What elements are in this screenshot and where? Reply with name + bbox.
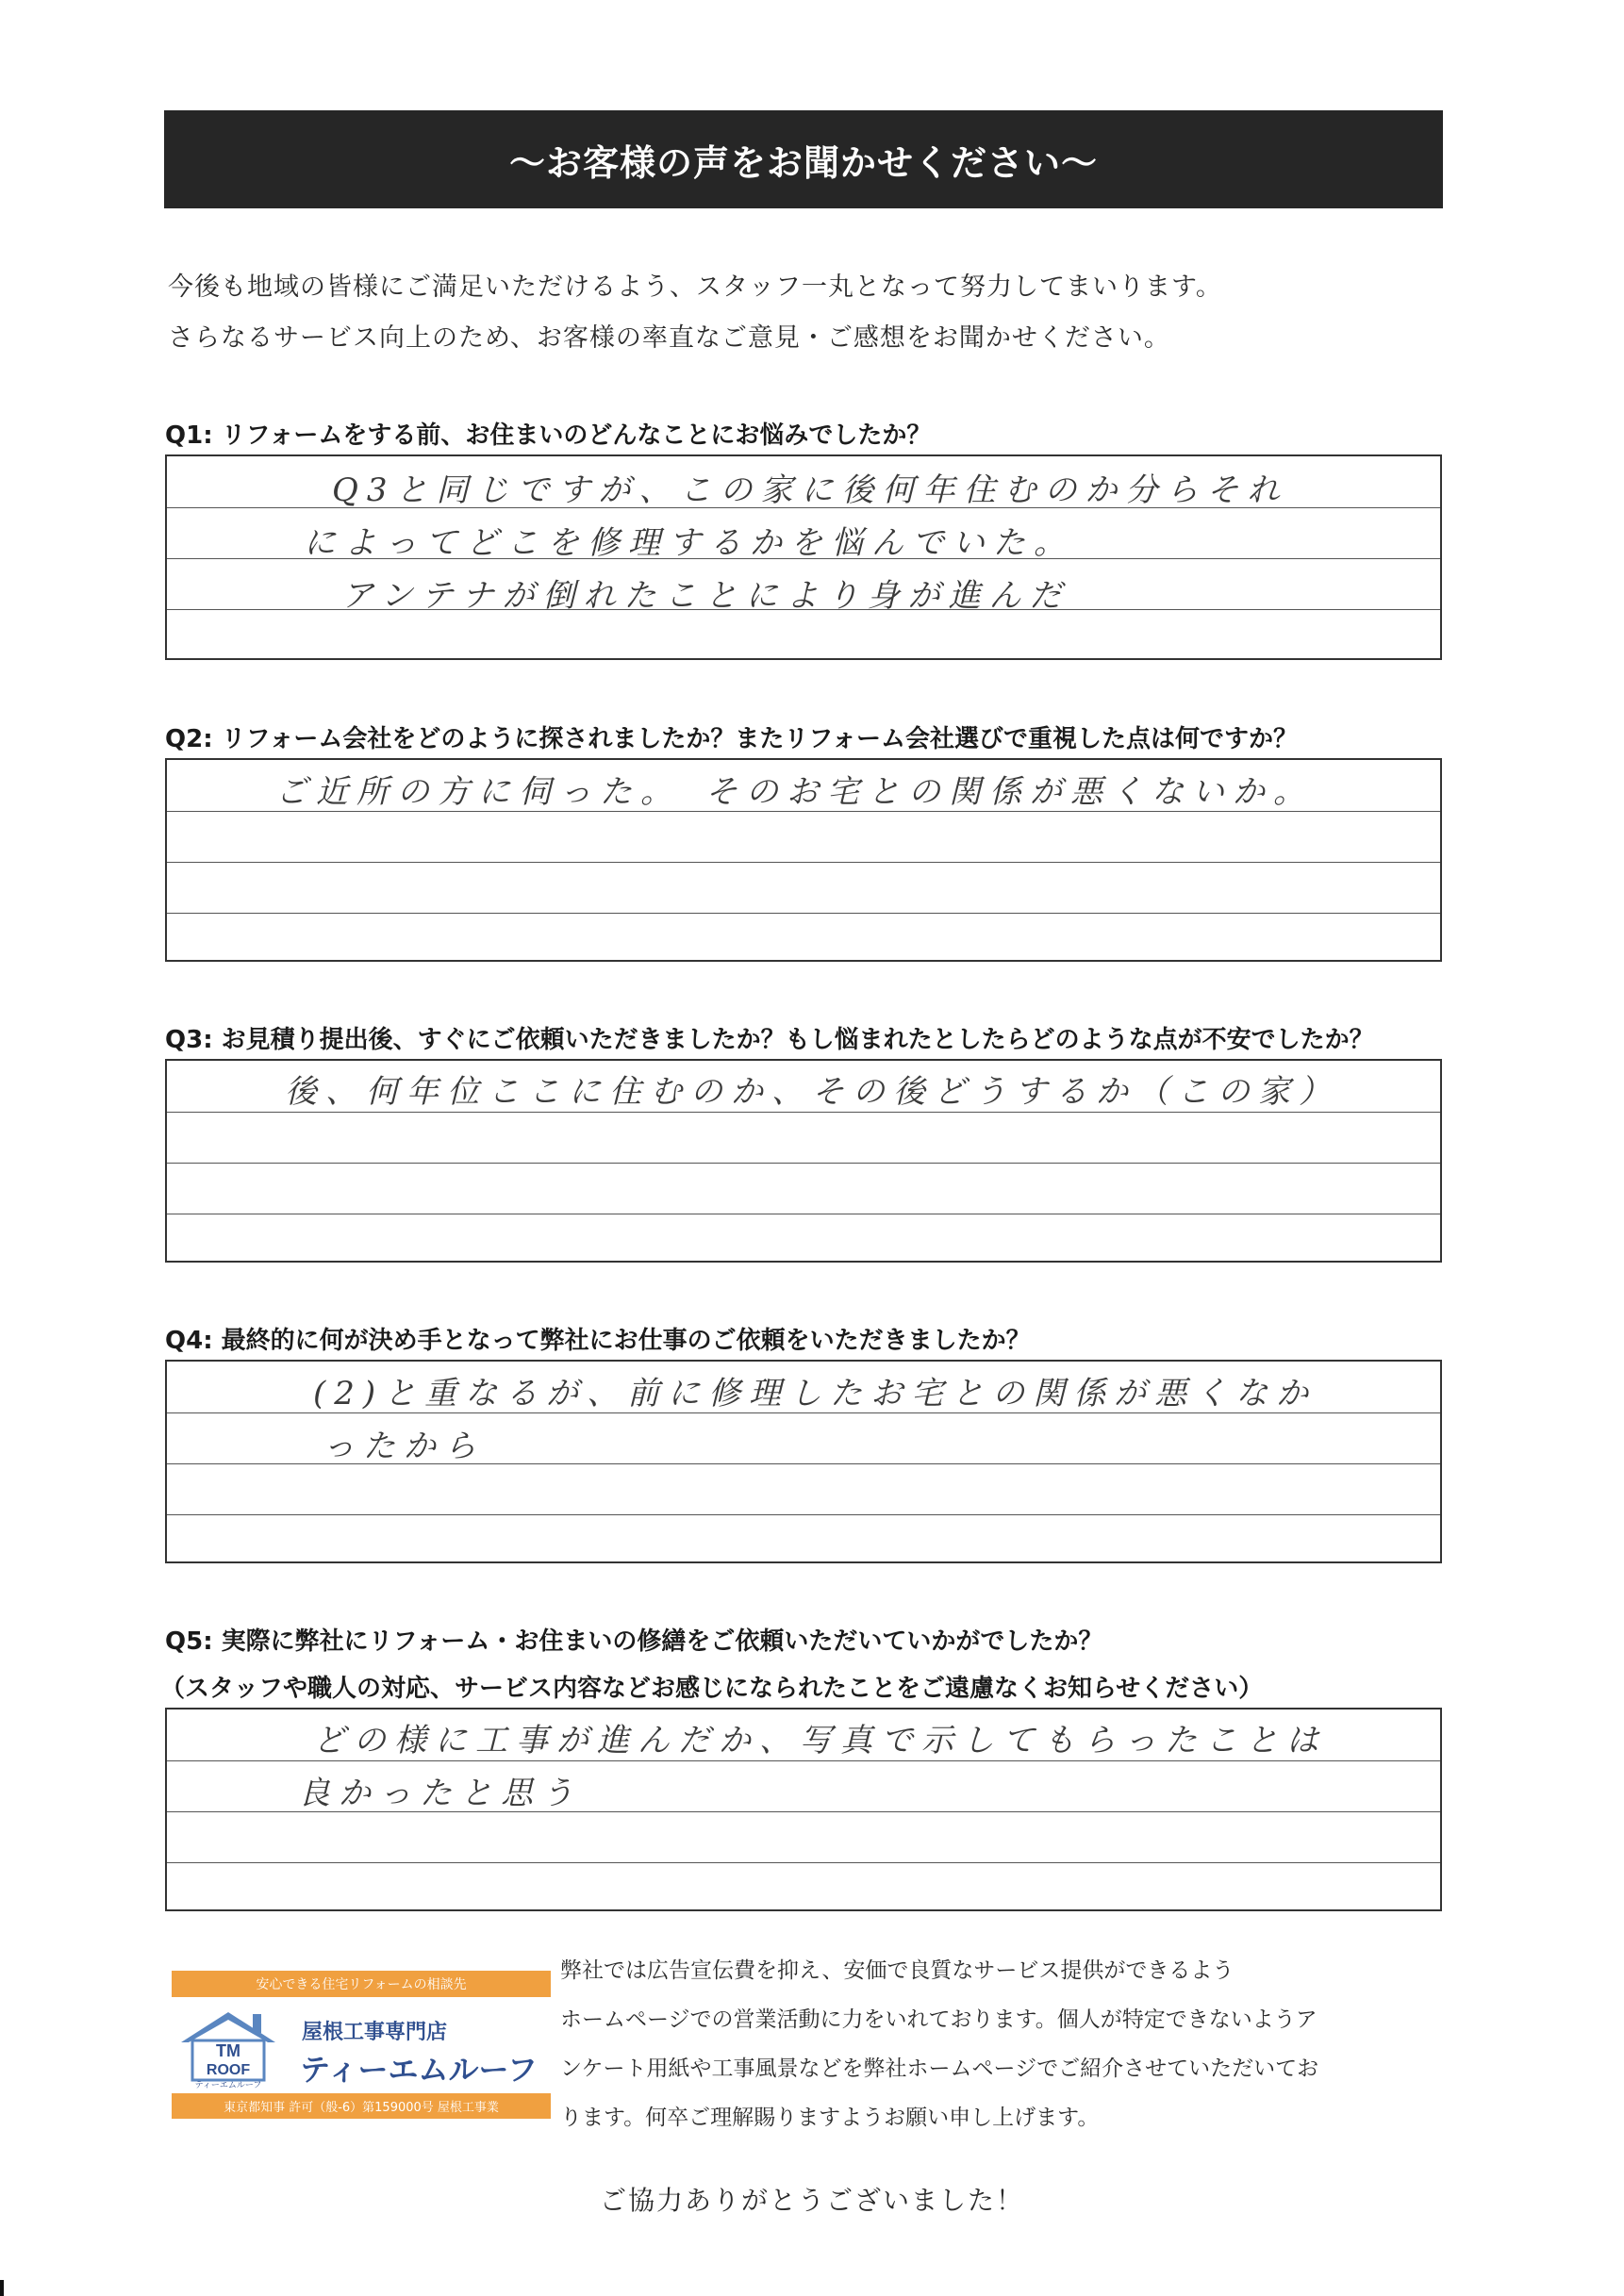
svg-text:ROOF: ROOF [206,2062,251,2078]
company-license: 東京都知事 許可（般-6）第159000号 屋根工事業 [172,2093,551,2119]
question-4-label: Q4: 最終的に何が決め手となって弊社にお仕事のご依頼をいただきましたか？ [165,1327,1031,1355]
answer-3-line-1: 後、何年位ここに住むのか、その後どうするか（この家） [285,1073,1339,1111]
svg-text:ティーエムルーフ: ティーエムルーフ [194,2081,262,2090]
intro-line: 今後も地域の皆様にご満足いただけるよう、スタッフ一丸となって努力してまいります。 [168,273,1222,302]
privacy-notice [560,1946,1447,2142]
intro-line: さらなるサービス向上のため、お客様の率直なご意見・ご感想をお聞かせください。 [168,323,1170,353]
logo-mark-text: TM [216,2041,240,2060]
answer-4-line-1: (2)と重なるが、前に修理したお宅との関係が悪くなか [313,1375,1317,1412]
answer-1-line-1: Q3と同じですが、この家に後何年住むのか分らそれ [332,471,1288,509]
answer-2-line-1: ご近所の方に伺った。 そのお宅との関係が悪くないか。 [275,773,1314,811]
intro-text [168,262,1432,364]
question-3-label: Q3: お見積り提出後、すぐにご依頼いただきましたか？もし悩まれたとしたらどのような点が不安でしたか？ [165,1026,1374,1054]
page-title: 〜お客様の声をお聞かせください〜 [164,110,1443,208]
notice-line: ンケート用紙や工事風景などを弊社ホームページでご紹介させていただいてお [560,2056,1319,2081]
notice-line: ホームページでの営業活動に力をいれております。個人が特定できないようア [560,2007,1317,2032]
answer-5-line-1: どの様に工事が進んだか、写真で示してもらったことは [313,1722,1327,1759]
answer-1-line-3: アンテナが倒れたことにより身が進んだ [341,577,1070,615]
thanks-message: ご協力ありがとうございました！ [599,2185,1024,2216]
scan-edge-mark [0,2280,4,2296]
answer-1-line-2: によってどこを修理するかを悩んでいた。 [304,524,1074,562]
question-5-sublabel: （スタッフや職人の対応、サービス内容などお感じになられたことをご遠慮なくお知らせください） [160,1675,1264,1703]
notice-line: ります。何卒ご理解賜りますようお願い申し上げます。 [560,2106,1100,2130]
house-logo-icon [172,2005,285,2090]
question-5-label: Q5: 実際に弊社にリフォーム・お住まいの修繕をご依頼いただいていかがでしたか？ [165,1627,1103,1656]
company-logo-card [172,1971,551,2119]
company-tagline: 安心できる住宅リフォームの相談先 [172,1971,551,1997]
question-1-label: Q1: リフォームをする前、お住まいのどんなことにお悩みでしたか？ [165,421,932,450]
company-logo-body [172,1997,551,2091]
question-2-label: Q2: リフォーム会社をどのように探されましたか？またリフォーム会社選びで重視した点は何ですか？ [165,725,1299,753]
company-type: 屋根工事専門店 [302,2021,448,2044]
company-name: ティーエムルーフ [300,2052,538,2088]
answer-4-line-2: ったから [323,1428,485,1465]
answer-5-line-2: 良かったと思う [298,1775,582,1812]
notice-line: 弊社では広告宣伝費を抑え、安価で良質なサービス提供ができるよう [560,1958,1235,1983]
